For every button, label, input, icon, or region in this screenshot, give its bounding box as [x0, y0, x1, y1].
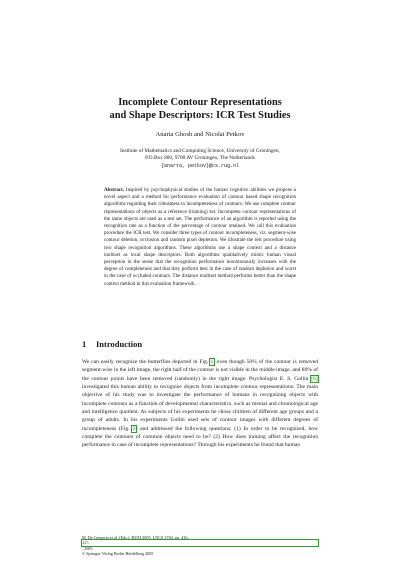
publication-footer [82, 535, 318, 557]
section-number: 1 [82, 339, 87, 349]
affiliation-line-2: P.O.Box 800, 9700 AV Groningen, The Netherlands [145, 155, 255, 162]
title-line-1: Incomplete Contour Representations [118, 97, 282, 108]
intro-text-3: investigated this human ability to recognize objects from incomplete contour representations. The main objective of his study was to investigate the performance of humans in recognizing objects with incomplete contours as a function of developmental characteristics, such as mental and chronological age and intelligence quotient. As subjects of his experiments he chose children of different age groups and a group of adults. In his experiments Gollin used sets of contour images with different degrees of incompleteness (Fig. [82, 384, 318, 432]
figure-2-link[interactable]: 2 [132, 425, 136, 432]
abstract [104, 187, 296, 288]
paper-title [0, 96, 400, 123]
affiliation-line-1: Institute of Mathematics and Computing Science, University of Groningen, [120, 148, 280, 154]
title-line-2: and Shape Descriptors: ICR Test Studies [109, 110, 291, 122]
intro-text-2: , even though 50% of the contour is removed segment-wise in the left image, the right half of the contour is not visible in the middle image, and 80% of the contour points have been removed (randomly) in the right image. Psychologist E. S. Gollin [82, 359, 318, 382]
copyright-line: © Springer-Verlag Berlin Heidelberg 2005 [82, 551, 154, 557]
author-list: Anarta Ghosh and Nicolai Petkov [155, 131, 245, 138]
abstract-text: Inspired by psychophysical studies of the human cognitive abilities we propose a novel aspect and a method for performance evaluation of contour based shape recognition algorithms regarding their robustness to incompleteness of contours. We use complete contour representations of objects as a reference (training) set. Incomplete contour representations of the same objects are used as a test set. The performance of an algorithm is reported using the recognition rate as a function of the percentage of contour retained. We call this evaluation procedure the ICR test. We consider three types of contour incompleteness, viz. segment-wise contour deletion, occlusion and random pixel depletion. We illustrate the test procedure using two shape recognition algorithms. These algorithms use a shape context and a distance multiset as local shape descriptors. Both algorithms qualitatively mimic human visual perception in the sense that the recognition performance monotonously increases with the degree of completeness and that they perform best in the case of random depletion and worst in the case of occluded contours. The distance multiset method performs better than the shape context method in this evaluation framework. [104, 187, 296, 287]
abstract-label: Abstract. [104, 187, 125, 193]
figure-1-link[interactable]: 1 [210, 359, 214, 365]
citation-text: M. De Gregorio et al. (Eds.): BVAI 2005, LNCS 3704, pp. 416– [82, 535, 190, 540]
section-title: Introduction [96, 339, 143, 349]
author-email: {anarta, petkov}@cs.rug.nl [160, 162, 239, 169]
page-range-link[interactable]: 425 [82, 540, 318, 545]
intro-text-4: ) and addressed the following questions: (1) In order to be recognized, how complete the contours of common objects need to be? (2) How does training affect the recognition performance in case of incomplete representations? Through his experiments he found that human [82, 425, 319, 449]
section-heading [82, 339, 142, 349]
citation-line [82, 535, 318, 551]
citation-6-link[interactable]: [6] [311, 375, 318, 382]
introduction-paragraph [82, 358, 318, 450]
intro-text-1: We can easily recognize the butterflies depicted in Fig. [82, 359, 209, 365]
citation-suffix: , 2005. [82, 545, 94, 551]
affiliation [60, 148, 340, 170]
